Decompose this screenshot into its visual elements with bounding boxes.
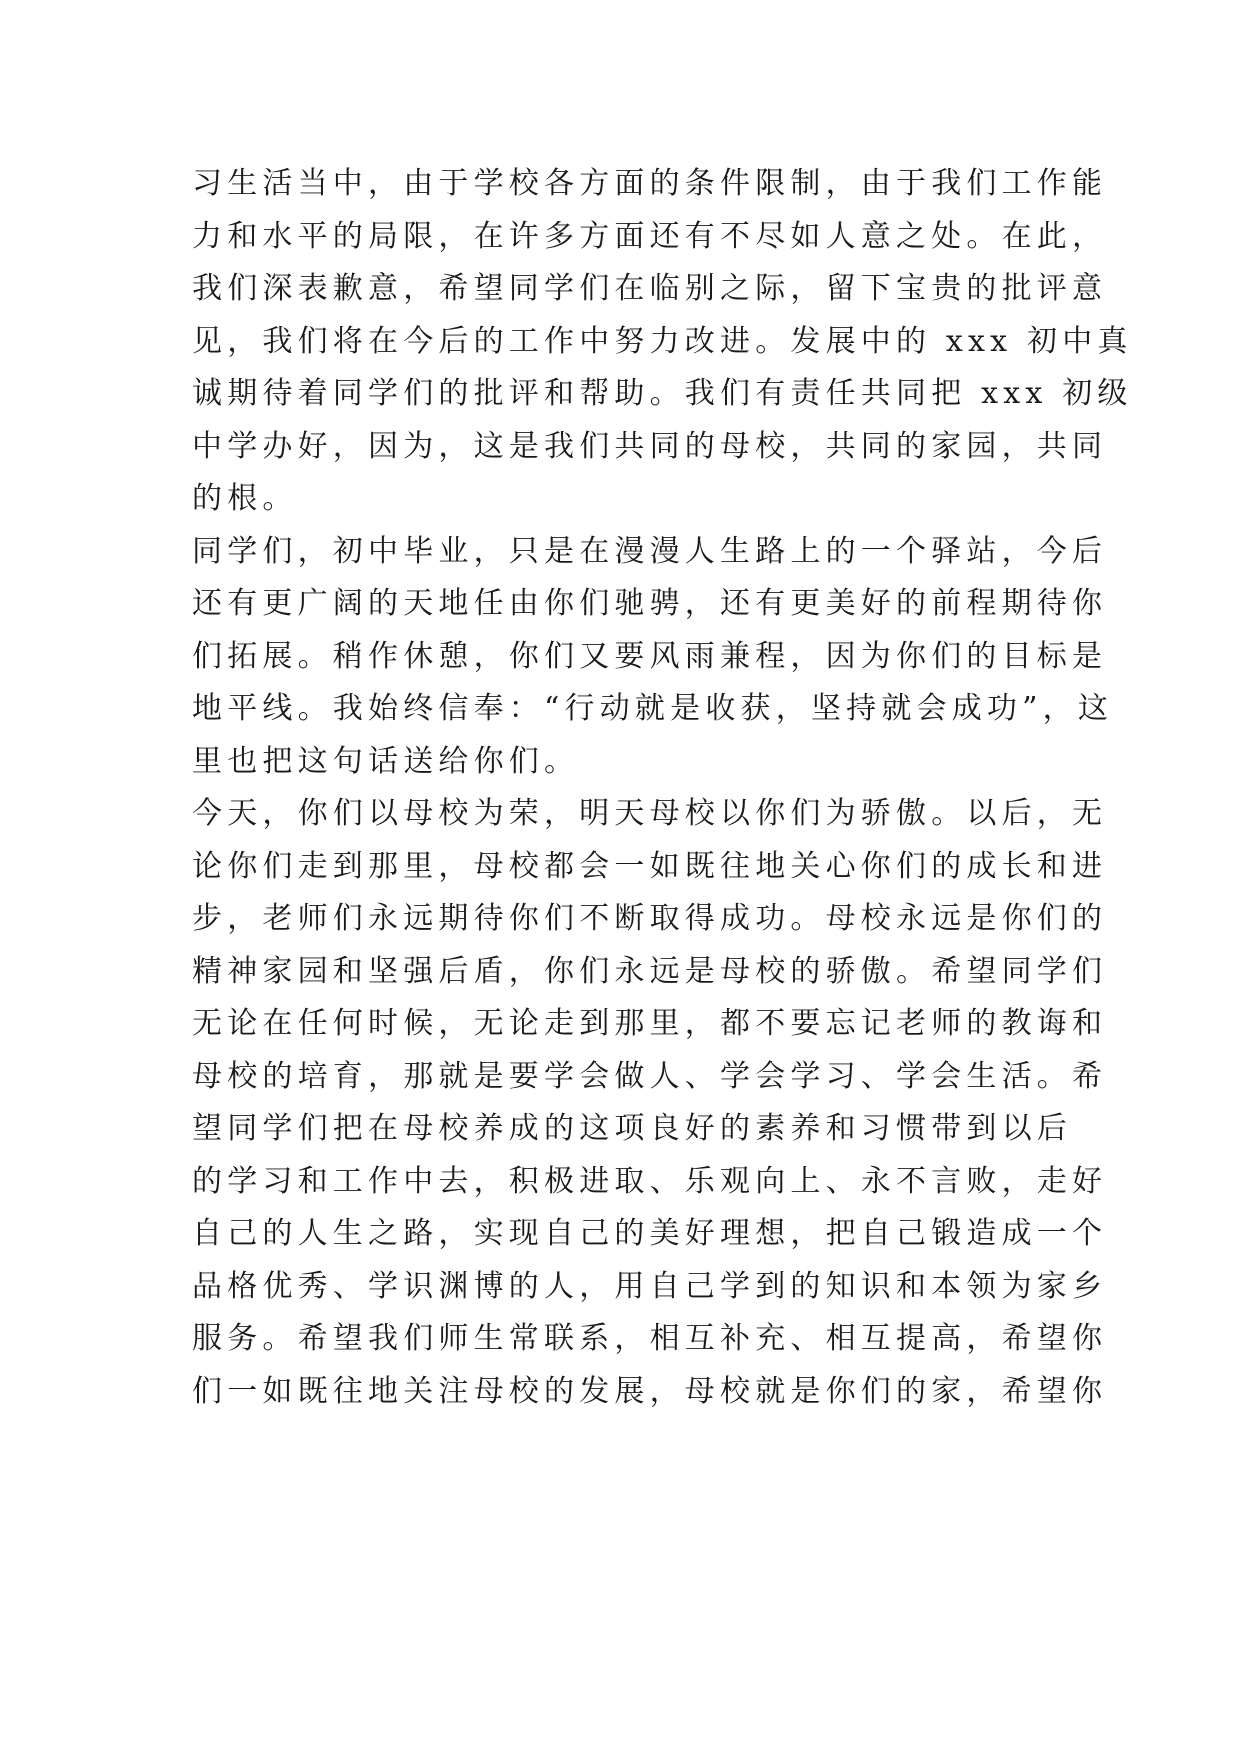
text-line: 们拓展。稍作休憩，你们又要风雨兼程，因为你们的目标是 <box>192 638 1108 674</box>
text-line: 中学办好，因为，这是我们共同的母校，共同的家园，共同 <box>192 428 1108 464</box>
text-line: 见，我们将在今后的工作中努力改进。发展中的 xxx 初中真 <box>192 323 1133 359</box>
text-line: 同学们，初中毕业，只是在漫漫人生路上的一个驿站，今后 <box>192 533 1108 569</box>
text-line: 论你们走到那里，母校都会一如既往地关心你们的成长和进 <box>192 848 1108 884</box>
text-line: 服务。希望我们师生常联系，相互补充、相互提高，希望你 <box>192 1321 1108 1356</box>
text-line: 里也把这句话送给你们。 <box>192 743 580 779</box>
body-text <box>192 158 1133 1418</box>
text-line: 的学习和工作中去，积极进取、乐观向上、永不言败，走好 <box>192 1163 1108 1199</box>
text-line: 今天，你们以母校为荣，明天母校以你们为骄傲。以后，无 <box>192 796 1108 831</box>
text-line: 还有更广阔的天地任由你们驰骋，还有更美好的前程期待你 <box>192 586 1108 621</box>
text-line: 品格优秀、学识渊博的人，用自己学到的知识和本领为家乡 <box>192 1268 1108 1304</box>
text-line: 习生活当中，由于学校各方面的条件限制，由于我们工作能 <box>192 166 1108 201</box>
text-line: 力和水平的局限，在许多方面还有不尽如人意之处。在此， <box>192 218 1108 254</box>
text-line: 我们深表歉意，希望同学们在临别之际，留下宝贵的批评意 <box>192 271 1108 306</box>
text-line: 们一如既往地关注母校的发展，母校就是你们的家，希望你 <box>192 1373 1108 1409</box>
text-line: 望同学们把在母校养成的这项良好的素养和习惯带到以后 <box>192 1111 1072 1146</box>
text-line: 自己的人生之路，实现自己的美好理想，把自己锻造成一个 <box>192 1216 1108 1251</box>
text-line: 的根。 <box>192 481 298 516</box>
text-line: 母校的培育，那就是要学会做人、学会学习、学会生活。希 <box>192 1058 1108 1094</box>
text-line: 地平线。我始终信奉：“行动就是收获，坚持就会成功”，这 <box>192 691 1114 726</box>
text-line: 精神家园和坚强后盾，你们永远是母校的骄傲。希望同学们 <box>192 953 1108 989</box>
text-line: 诚期待着同学们的批评和帮助。我们有责任共同把 xxx 初级 <box>192 376 1133 411</box>
text-line: 步，老师们永远期待你们不断取得成功。母校永远是你们的 <box>192 901 1108 936</box>
text-line: 无论在任何时候，无论走到那里，都不要忘记老师的教诲和 <box>192 1006 1108 1041</box>
